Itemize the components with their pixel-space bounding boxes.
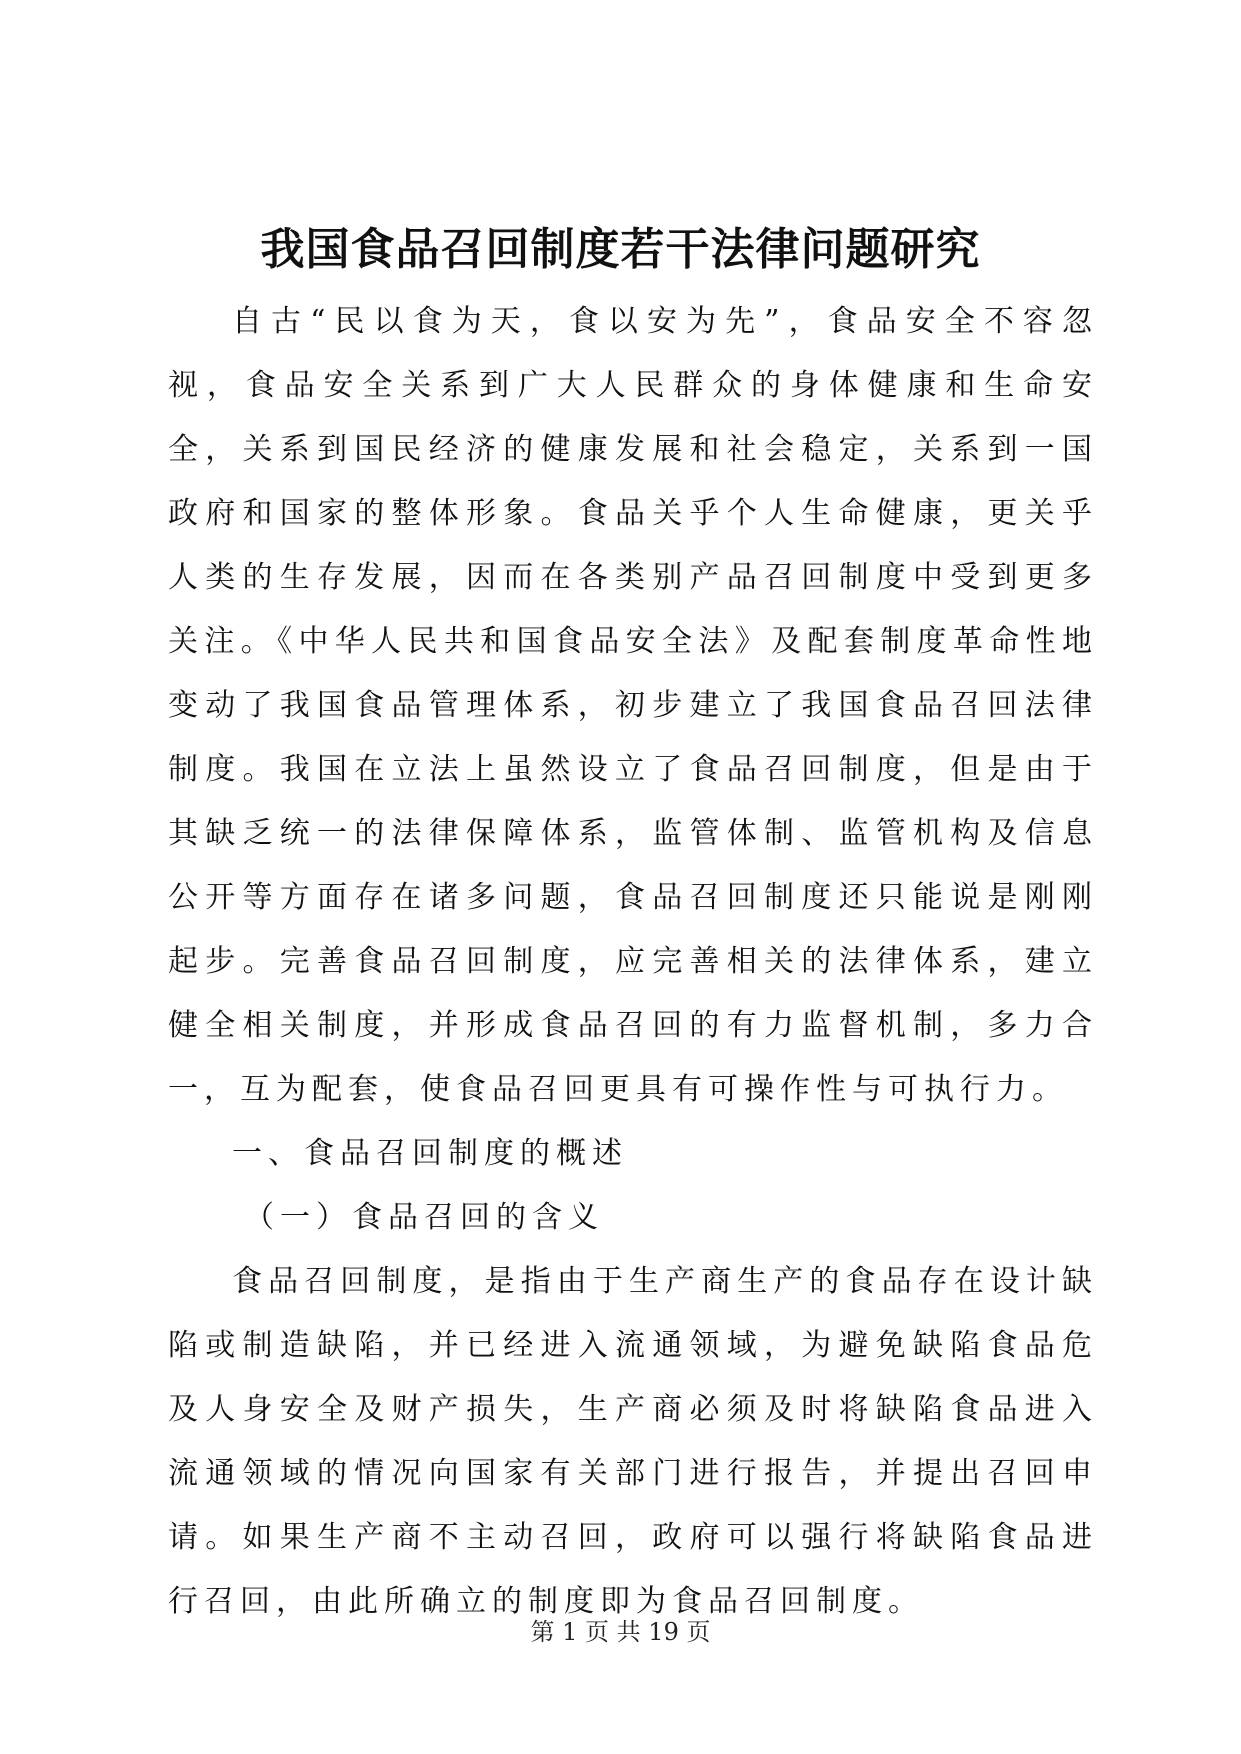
section-heading: 一、食品召回制度的概述 <box>232 1136 628 1171</box>
subsection-heading: （一）食品召回的含义 <box>244 1200 604 1235</box>
document-title: 我国食品召回制度若干法律问题研究 <box>260 224 981 275</box>
definition-paragraph: 食品召回制度，是指由于生产商生产的食品存在设计缺陷或制造缺陷，并已经进入流通领域，为避免缺陷食品危及人身安全及财产损失，生产商必须及时将缺陷食品进入流通领域的情况向国家有关部门进行报告，并提出召回申请。如果生产商不主动召回，政府可以强行将缺陷食品进行召回，由此所确立的制度即为食品召回制度。 <box>168 1264 1098 1619</box>
page-number-footer: 第 1 页 共 19 页 <box>530 1618 711 1646</box>
intro-paragraph: 自古“民以食为天，食以安为先”，食品安全不容忽视，食品安全关系到广大人民群众的身体健康和生命安全，关系到国民经济的健康发展和社会稳定，关系到一国政府和国家的整体形象。食品关乎个人生命健康，更关乎人类的生存发展，因而在各类别产品召回制度中受到更多关注。《中华人民共和国食品安全法》及配套制度革命性地变动了我国食品管理体系，初步建立了我国食品召回法律制度。我国在立法上虽然设立了食品召回制度，但是由于其缺乏统一的法律保障体系，监管体制、监管机构及信息公开等方面存在诸多问题，食品召回制度还只能说是刚刚起步。完善食品召回制度，应完善相关的法律体系，建立健全相关制度，并形成食品召回的有力监督机制，多力合一，互为配套，使食品召回更具有可操作性与可执行力。 <box>168 304 1098 1107</box>
document-body <box>168 290 1098 1634</box>
